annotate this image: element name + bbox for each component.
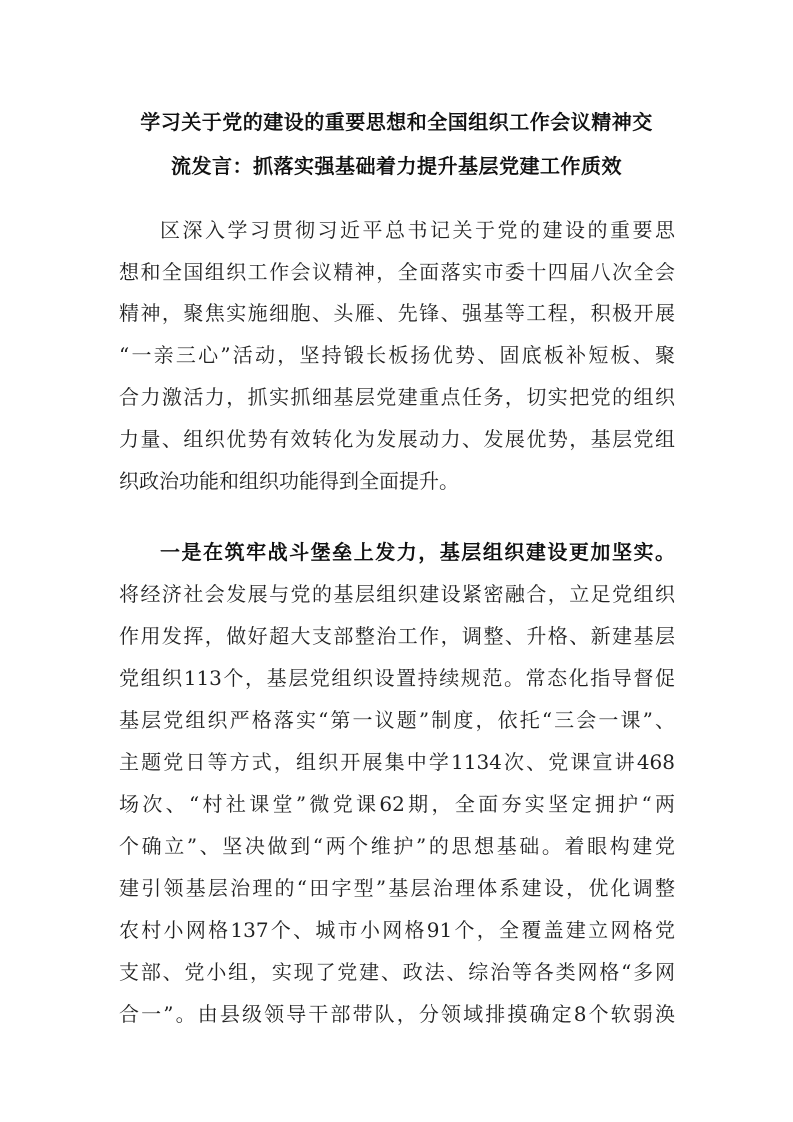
document-title-line-2: 流发言：抓落实强基础着力提升基层党建工作质效 bbox=[171, 154, 622, 178]
intro-paragraph-line: 区深入学习贯彻习近平总书记关于党的建设的重要思 bbox=[160, 218, 675, 242]
intro-paragraph-line: 织政治功能和组织功能得到全面提升。 bbox=[119, 469, 459, 493]
section-1-paragraph-line: 作用发挥，做好超大支部整治工作，调整、升格、新建基层 bbox=[119, 624, 675, 648]
intro-paragraph-line: 想和全国组织工作会议精神，全面落实市委十四届八次全会 bbox=[119, 260, 675, 284]
section-1-paragraph-line: 将经济社会发展与党的基层组织建设紧密融合，立足党组织 bbox=[119, 582, 675, 606]
document-title-line-1: 学习关于党的建设的重要思想和全国组织工作会议精神交 bbox=[140, 110, 653, 134]
section-1-paragraph-line: 合一”。由县级领导干部带队，分领域排摸确定8个软弱涣 bbox=[119, 1002, 675, 1026]
intro-paragraph-line: “一亲三心”活动，坚持锻长板扬优势、固底板补短板、聚 bbox=[119, 343, 675, 367]
section-1-paragraph-line: 主题党日等方式，组织开展集中学1134次、党课宣讲468 bbox=[119, 750, 675, 774]
section-1-paragraph-line: 农村小网格137个、城市小网格91个，全覆盖建立网格党 bbox=[119, 918, 675, 942]
section-1-paragraph-line: 场次、“村社课堂”微党课62期，全面夯实坚定拥护“两 bbox=[119, 792, 675, 816]
intro-paragraph-line: 合力激活力，抓实抓细基层党建重点任务，切实把党的组织 bbox=[119, 385, 675, 409]
section-1-heading: 一是在筑牢战斗堡垒上发力，基层组织建设更加坚实。 bbox=[160, 540, 675, 564]
section-1-paragraph-line: 党组织113个，基层党组织设置持续规范。常态化指导督促 bbox=[119, 666, 675, 690]
section-1-paragraph-line: 支部、党小组，实现了党建、政法、综治等各类网格“多网 bbox=[119, 960, 675, 984]
intro-paragraph-line: 精神，聚焦实施细胞、头雁、先锋、强基等工程，积极开展 bbox=[119, 301, 675, 325]
intro-paragraph-line: 力量、组织优势有效转化为发展动力、发展优势，基层党组 bbox=[119, 427, 675, 451]
section-1-paragraph-line: 建引领基层治理的“田字型”基层治理体系建设，优化调整 bbox=[119, 876, 675, 900]
section-1-paragraph-line: 基层党组织严格落实“第一议题”制度，依托“三会一课”、 bbox=[119, 708, 675, 732]
section-1-paragraph-line: 个确立”、坚决做到“两个维护”的思想基础。着眼构建党 bbox=[119, 834, 675, 858]
